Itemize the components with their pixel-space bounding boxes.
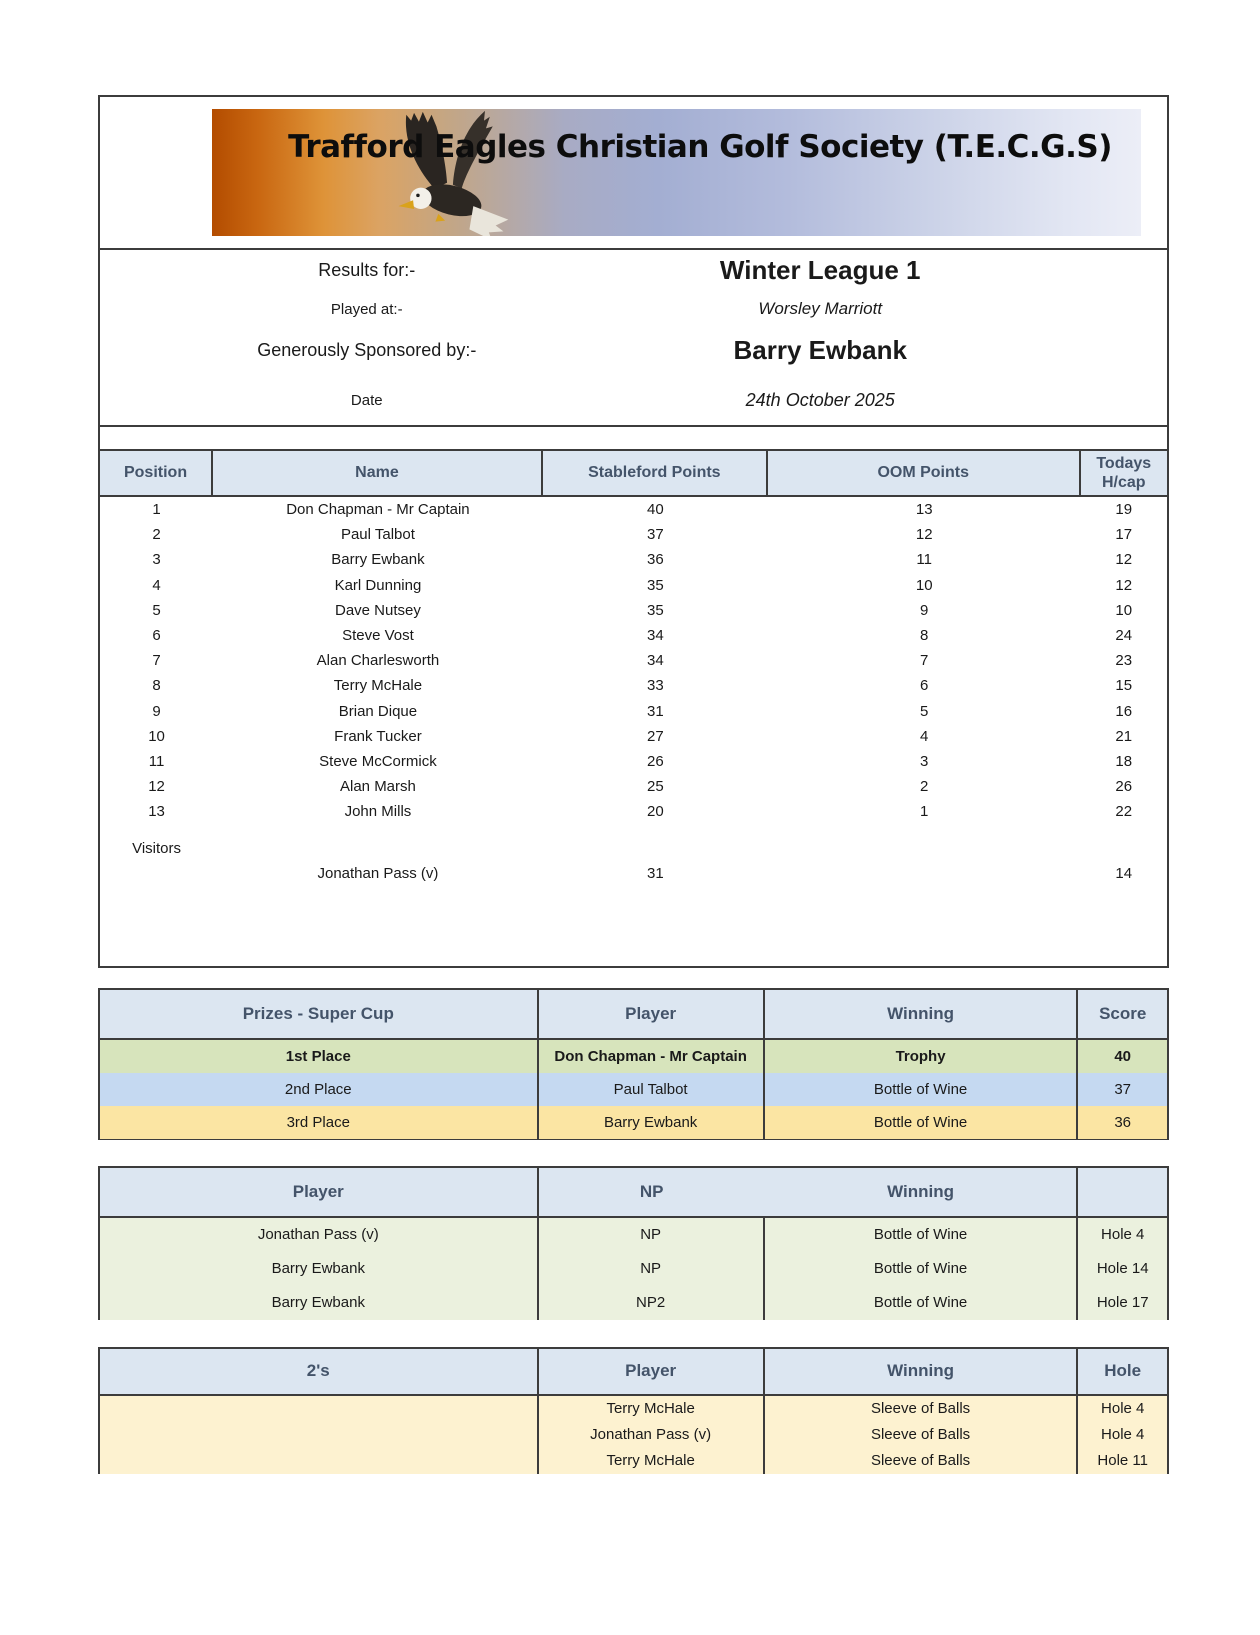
player-cell: Terry McHale <box>539 1448 765 1474</box>
prize-row <box>100 1073 1167 1106</box>
winning-cell: Sleeve of Balls <box>765 1396 1079 1422</box>
hole-cell: Hole 11 <box>1097 1452 1148 1469</box>
stableford-cell: 26 <box>647 752 664 770</box>
score-cell: 36 <box>1114 1114 1132 1131</box>
winning-cell: Sleeve of Balls <box>765 1448 1079 1474</box>
player-name-cell: Alan Charlesworth <box>316 652 440 670</box>
oom-cell <box>768 861 1081 887</box>
blank-cell <box>100 1422 539 1448</box>
oom-cell: 13 <box>915 501 933 518</box>
header-section <box>98 95 1169 427</box>
table-row <box>100 497 1167 522</box>
winning-cell: Bottle of Wine <box>765 1218 1079 1252</box>
twos-table-header <box>100 1349 1167 1396</box>
hcap-cell: 24 <box>1115 626 1133 644</box>
oom-cell: 2 <box>920 778 929 796</box>
prizes-table <box>98 988 1169 1140</box>
np-cell: NP2 <box>539 1286 765 1320</box>
hcap-cell: 21 <box>1115 727 1133 745</box>
stableford-cell: 25 <box>647 778 664 796</box>
twos-row <box>100 1396 1167 1422</box>
hcap-cell: 14 <box>1115 865 1133 883</box>
column-header-position: Position <box>100 451 213 495</box>
results-table-header <box>100 449 1167 497</box>
position-cell: 9 <box>152 702 161 720</box>
np-cell: NP <box>539 1252 765 1286</box>
twos-table <box>98 1347 1169 1474</box>
stableford-cell: 35 <box>647 576 664 594</box>
column-header-oom: OOM Points <box>768 451 1081 495</box>
hcap-cell: 23 <box>1115 652 1133 670</box>
stableford-cell: 20 <box>647 803 664 821</box>
stableford-cell: 31 <box>647 865 664 883</box>
column-header-twos: 2's <box>100 1349 539 1394</box>
venue-name: Worsley Marriott <box>758 299 883 318</box>
table-row <box>100 522 1167 547</box>
player-name-cell: Alan Marsh <box>340 778 416 796</box>
hcap-cell: 22 <box>1115 803 1133 821</box>
table-row <box>100 673 1167 698</box>
player-name-cell: John Mills <box>344 803 412 821</box>
sponsor-name: Barry Ewbank <box>733 334 907 365</box>
player-cell: Barry Ewbank <box>100 1286 539 1320</box>
place-cell: 3rd Place <box>100 1106 539 1139</box>
player-name-cell: Karl Dunning <box>334 576 422 594</box>
player-cell: Barry Ewbank <box>100 1252 539 1286</box>
position-cell: 1 <box>152 501 161 518</box>
player-name-cell: Don Chapman - Mr Captain <box>286 501 470 518</box>
document <box>98 95 1169 1474</box>
oom-cell: 9 <box>920 601 929 619</box>
visitors-label: Visitors <box>132 840 181 858</box>
player-cell: Barry Ewbank <box>539 1106 765 1139</box>
column-header-name: Name <box>213 451 543 495</box>
np-cell: NP <box>539 1218 765 1252</box>
stableford-cell: 37 <box>647 526 664 544</box>
column-header-stableford: Stableford Points <box>543 451 768 495</box>
stableford-cell: 27 <box>647 727 664 745</box>
oom-cell: 1 <box>920 803 929 821</box>
oom-cell: 4 <box>920 727 929 745</box>
position-cell <box>100 861 213 887</box>
winning-cell: Bottle of Wine <box>765 1252 1079 1286</box>
oom-cell: 3 <box>920 752 929 770</box>
np-row <box>100 1286 1167 1320</box>
hcap-cell: 16 <box>1115 702 1133 720</box>
hcap-cell: 26 <box>1115 778 1133 796</box>
player-cell: Don Chapman - Mr Captain <box>539 1040 765 1073</box>
position-cell: 5 <box>152 601 161 619</box>
stableford-cell: 40 <box>647 501 664 518</box>
event-info <box>100 250 1167 427</box>
stableford-cell: 33 <box>647 677 664 695</box>
position-cell: 11 <box>148 752 165 770</box>
position-cell: 6 <box>152 626 161 644</box>
blank-cell <box>100 1448 539 1474</box>
table-row <box>100 774 1167 799</box>
hcap-cell: 10 <box>1115 601 1133 619</box>
hcap-cell: 19 <box>1115 501 1133 518</box>
player-name-cell: Brian Dique <box>338 702 418 720</box>
place-cell: 2nd Place <box>100 1073 539 1106</box>
winning-cell: Sleeve of Balls <box>765 1422 1079 1448</box>
played-at-label: Played at:- <box>330 300 403 318</box>
blank-cell <box>100 1396 539 1422</box>
oom-cell: 5 <box>920 702 929 720</box>
society-banner <box>212 109 1141 236</box>
column-header-player: Player <box>539 990 765 1038</box>
column-header-winning: Winning <box>765 1349 1079 1394</box>
winning-cell: Bottle of Wine <box>765 1073 1079 1106</box>
table-row <box>100 623 1167 648</box>
player-cell: Terry McHale <box>539 1396 765 1422</box>
prize-row <box>100 1106 1167 1139</box>
np-table-header <box>100 1168 1167 1218</box>
table-row <box>100 699 1167 724</box>
player-name-cell: Paul Talbot <box>340 526 415 544</box>
player-name-cell: Steve McCormick <box>319 752 437 770</box>
date-label: Date <box>350 391 383 409</box>
column-header-winning: Winning <box>765 1168 1079 1216</box>
twos-row <box>100 1448 1167 1474</box>
column-header-hole: Hole <box>1078 1349 1167 1394</box>
hole-cell: Hole 4 <box>1101 1426 1145 1443</box>
column-header-score: Score <box>1078 990 1167 1038</box>
oom-cell: 11 <box>916 551 932 569</box>
hole-cell: Hole 17 <box>1096 1294 1149 1311</box>
column-header-player: Player <box>539 1349 765 1394</box>
hcap-cell: 17 <box>1115 526 1133 544</box>
hcap-cell: 15 <box>1115 677 1133 695</box>
results-for-label: Results for:- <box>318 260 416 280</box>
position-cell: 2 <box>152 526 161 544</box>
winning-cell: Trophy <box>765 1040 1079 1073</box>
banner-row <box>100 97 1167 250</box>
player-cell: Jonathan Pass (v) <box>539 1422 765 1448</box>
stableford-cell: 36 <box>647 551 664 569</box>
column-header-prizes: Prizes - Super Cup <box>100 990 539 1038</box>
place-cell: 1st Place <box>100 1040 539 1073</box>
player-name-cell: Jonathan Pass (v) <box>317 865 439 883</box>
stableford-cell: 35 <box>647 601 664 619</box>
twos-row <box>100 1422 1167 1448</box>
player-name-cell: Dave Nutsey <box>335 601 421 619</box>
hole-cell: Hole 4 <box>1101 1400 1145 1417</box>
society-title: Trafford Eagles Christian Golf Society (T.E.C.G.S) <box>288 129 1112 165</box>
table-row <box>100 598 1167 623</box>
winning-cell: Bottle of Wine <box>765 1106 1079 1139</box>
table-row <box>100 799 1167 824</box>
oom-cell: 10 <box>915 576 933 594</box>
column-header-player: Player <box>100 1168 539 1216</box>
hcap-cell: 12 <box>1115 576 1133 594</box>
player-name-cell: Frank Tucker <box>334 727 422 745</box>
column-header-hcap: Todays H/cap <box>1081 451 1167 495</box>
hole-cell: Hole 4 <box>1101 1226 1145 1243</box>
position-cell: 10 <box>148 727 165 745</box>
column-header-blank <box>1078 1168 1167 1216</box>
player-name-cell: Steve Vost <box>342 626 414 644</box>
position-cell: 4 <box>152 576 161 594</box>
np-row <box>100 1252 1167 1286</box>
oom-cell: 8 <box>920 626 929 644</box>
table-row <box>100 724 1167 749</box>
column-header-winning: Winning <box>765 990 1079 1038</box>
position-cell: 3 <box>152 551 161 569</box>
table-row <box>100 547 1167 572</box>
stableford-cell: 34 <box>647 652 664 670</box>
player-name-cell: Terry McHale <box>333 677 423 695</box>
np-row <box>100 1218 1167 1252</box>
player-cell: Jonathan Pass (v) <box>100 1218 539 1252</box>
results-table <box>98 427 1169 968</box>
prize-row <box>100 1040 1167 1073</box>
position-cell: 8 <box>152 677 161 695</box>
player-cell: Paul Talbot <box>539 1073 765 1106</box>
position-cell: 12 <box>148 778 165 796</box>
score-cell: 40 <box>1114 1048 1132 1065</box>
score-cell: 37 <box>1114 1081 1132 1098</box>
table-row <box>100 749 1167 774</box>
position-cell: 7 <box>152 652 161 670</box>
table-row <box>100 573 1167 598</box>
visitor-row <box>100 861 1167 887</box>
np-table <box>98 1166 1169 1320</box>
table-row <box>100 648 1167 673</box>
sponsored-by-label: Generously Sponsored by:- <box>257 339 477 360</box>
column-header-np: NP <box>539 1168 765 1216</box>
stableford-cell: 34 <box>647 626 664 644</box>
player-name-cell: Barry Ewbank <box>331 551 425 569</box>
event-name: Winter League 1 <box>719 255 921 285</box>
oom-cell: 7 <box>920 652 929 670</box>
oom-cell: 6 <box>920 677 929 695</box>
oom-cell: 12 <box>915 526 933 544</box>
position-cell: 13 <box>148 803 165 821</box>
prizes-table-header <box>100 990 1167 1040</box>
stableford-cell: 31 <box>647 702 664 720</box>
hcap-cell: 18 <box>1115 752 1133 770</box>
winning-cell: Bottle of Wine <box>765 1286 1079 1320</box>
hcap-cell: 12 <box>1115 551 1133 569</box>
hole-cell: Hole 14 <box>1096 1260 1149 1277</box>
event-date: 24th October 2025 <box>745 389 895 410</box>
